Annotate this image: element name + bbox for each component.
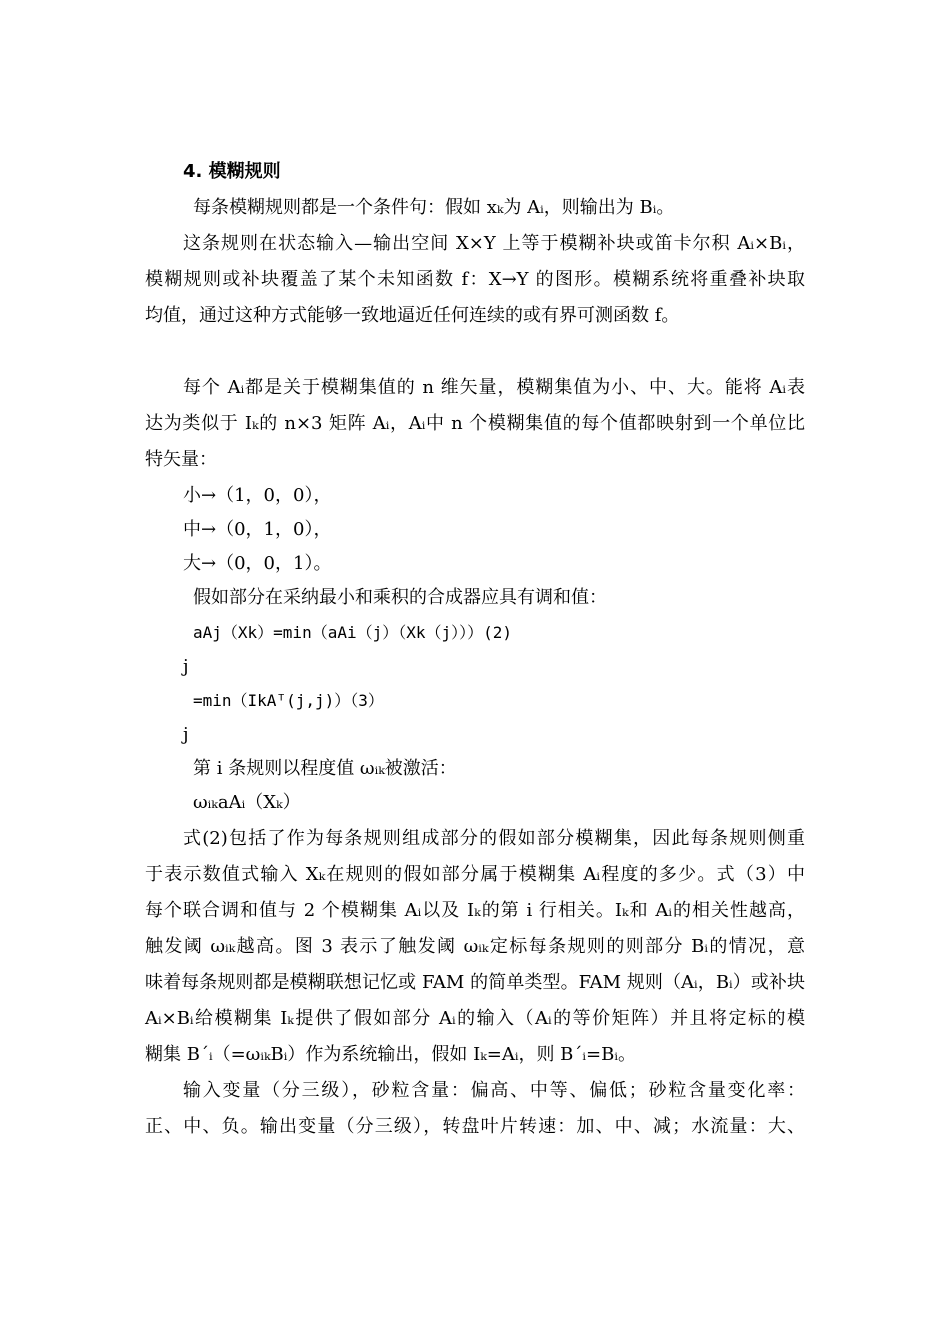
paragraph-line: Aᵢ×Bᵢ给模糊集 Iₖ提供了假如部分 Aᵢ的输入（Aᵢ的等价矩阵）并且将定标的模 xyxy=(145,1008,805,1029)
paragraph-line: 式(2)包括了作为每条规则组成部分的假如部分模糊集，因此每条规则侧重 xyxy=(183,828,805,849)
paragraph-line: 这条规则在状态输入—输出空间 X×Y 上等于模糊补块或笛卡尔积 Aᵢ×Bᵢ， xyxy=(183,233,805,254)
formula-subscript: j xyxy=(183,656,189,677)
paragraph-line: 正、中、负。输出变量（分三级），转盘叶片转速：加、中、减；水流量：大、 xyxy=(145,1116,805,1137)
paragraph-line: 达为类似于 Iₖ的 n×3 矩阵 Aᵢ，Aᵢ中 n 个模糊集值的每个值都映射到一个单位比 xyxy=(145,413,805,434)
paragraph-line: 糊集 B´ᵢ（=ωᵢₖBᵢ）作为系统输出，假如 Iₖ=Aᵢ，则 B´ᵢ=Bᵢ。 xyxy=(145,1044,636,1065)
formula-line: aAj（Xk）=min（aAi（j）（Xk（j）））(2) xyxy=(193,623,513,642)
paragraph-line: 每个联合调和值与 2 个模糊集 Aᵢ以及 Iₖ的第 i 行相关。Iₖ和 Aᵢ的相关性越高， xyxy=(145,900,805,921)
formula-subscript: j xyxy=(183,724,189,745)
formula-line: =min（IkAᵀ(j,j)）（3） xyxy=(193,691,384,710)
paragraph-line: 于表示数值式输入 Xₖ在规则的假如部分属于模糊集 Aᵢ程度的多少。式（3）中 xyxy=(145,864,805,885)
list-item: 大→（0，0，1）。 xyxy=(183,553,332,574)
list-item: 小→（1，0，0）， xyxy=(183,485,332,506)
paragraph-line: 假如部分在采纳最小和乘积的合成器应具有调和值： xyxy=(193,587,607,608)
section-heading: 4. 模糊规则 xyxy=(183,161,281,182)
paragraph-line: 均值，通过这种方式能够一致地逼近任何连续的或有界可测函数 f。 xyxy=(145,305,680,326)
paragraph-line: 模糊规则或补块覆盖了某个未知函数 f：X→Y 的图形。模糊系统将重叠补块取 xyxy=(145,269,805,290)
paragraph-line: 特矢量： xyxy=(145,449,217,470)
formula-line: ωᵢₖaAᵢ（Xₖ） xyxy=(193,792,301,813)
paragraph-line: 触发阈 ωᵢₖ越高。图 3 表示了触发阈 ωᵢₖ定标每条规则的则部分 Bᵢ的情况，意 xyxy=(145,936,805,957)
list-item: 中→（0，1，0）， xyxy=(183,519,332,540)
paragraph-line: 味着每条规则都是模糊联想记忆或 FAM 的简单类型。FAM 规则（Aᵢ，Bᵢ）或补块 xyxy=(145,972,805,993)
paragraph-line: 每条模糊规则都是一个条件句：假如 xₖ为 Aᵢ，则输出为 Bᵢ。 xyxy=(193,197,675,218)
paragraph-line: 第 i 条规则以程度值 ωᵢₖ被激活： xyxy=(193,758,457,779)
paragraph-line: 输入变量（分三级），砂粒含量：偏高、中等、偏低；砂粒含量变化率： xyxy=(183,1080,805,1101)
paragraph-line: 每个 Aᵢ都是关于模糊集值的 n 维矢量，模糊集值为小、中、大。能将 Aᵢ表 xyxy=(183,377,805,398)
